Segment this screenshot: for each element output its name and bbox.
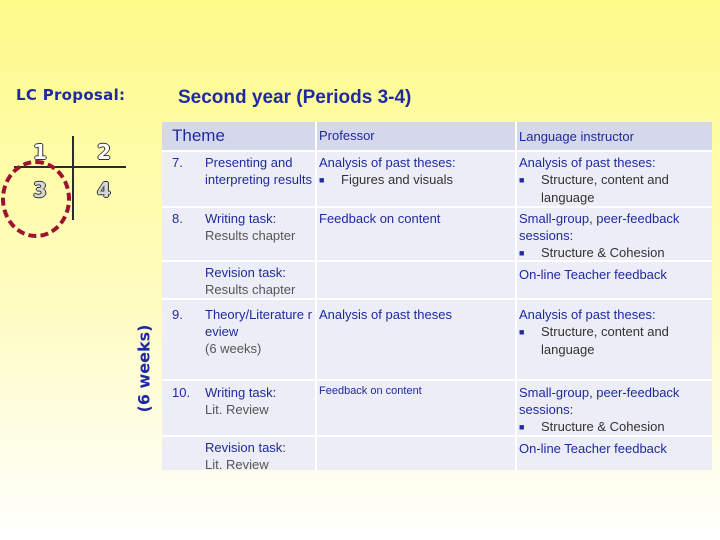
period-cell-4: 4 xyxy=(97,178,111,202)
theme-text: Writing task: xyxy=(205,385,277,400)
professor-text: Analysis of past theses: xyxy=(319,155,456,170)
language-text: Small-group, peer-feedback sessions: xyxy=(519,211,680,243)
language-bullet: ■ Structure, content and language xyxy=(519,172,669,205)
language-text: On-line Teacher feedback xyxy=(519,267,667,282)
professor-text: Analysis of past theses xyxy=(319,307,452,322)
theme-subtext: Results chapter xyxy=(205,228,296,243)
grid-vertical-divider xyxy=(72,136,74,220)
highlight-ring xyxy=(1,160,71,238)
language-text: Analysis of past theses: xyxy=(519,155,656,170)
row-divider xyxy=(162,298,712,300)
professor-text: Feedback on content xyxy=(319,211,441,226)
proposal-label: LC Proposal: xyxy=(16,86,126,104)
header-language-instructor: Language instructor xyxy=(519,129,634,144)
row-divider xyxy=(162,206,712,208)
language-text: Small-group, peer-feedback sessions: xyxy=(519,385,680,417)
language-bullet: ■ Structure, content and language xyxy=(519,324,669,357)
theme-subtext: Results chapter xyxy=(205,282,296,297)
period-cell-1: 1 xyxy=(33,140,47,164)
period-cell-2: 2 xyxy=(97,140,111,164)
professor-bullet: ■ Figures and visuals xyxy=(319,172,453,187)
theme-text: Writing task: xyxy=(205,211,277,226)
row-number: 8. xyxy=(172,211,183,226)
curriculum-table xyxy=(162,122,712,470)
square-bullet-icon: ■ xyxy=(319,175,325,185)
row-number: 9. xyxy=(172,307,183,322)
row-number: 10. xyxy=(172,385,191,400)
language-bullet: ■ Structure & Cohesion xyxy=(519,419,665,434)
language-text: On-line Teacher feedback xyxy=(519,441,667,456)
language-bullet: ■ Structure & Cohesion xyxy=(519,245,665,260)
row-divider xyxy=(162,379,712,381)
square-bullet-icon: ■ xyxy=(519,175,525,185)
header-theme: Theme xyxy=(172,126,225,145)
square-bullet-icon: ■ xyxy=(519,327,525,337)
header-professor: Professor xyxy=(319,128,375,143)
column-divider xyxy=(315,122,317,470)
professor-text: Feedback on content xyxy=(319,385,422,397)
row-divider xyxy=(162,150,712,152)
row-number: 7. xyxy=(172,155,183,170)
square-bullet-icon: ■ xyxy=(519,248,525,258)
theme-subtext: Lit. Review xyxy=(205,402,269,417)
theme-subtext: Lit. Review xyxy=(205,457,269,472)
language-text: Analysis of past theses: xyxy=(519,307,656,322)
section-title: Second year (Periods 3-4) xyxy=(178,87,412,108)
theme-subtext: (6 weeks) xyxy=(205,341,262,356)
square-bullet-icon: ■ xyxy=(519,422,525,432)
duration-label: (6 weeks) xyxy=(134,324,154,412)
period-cell-3: 3 xyxy=(33,178,47,202)
theme-text: Revision task: xyxy=(205,440,286,455)
theme-text: Revision task: xyxy=(205,265,286,280)
theme-text: Theory/Literature review xyxy=(205,307,312,339)
theme-text: Presenting and interpreting results xyxy=(205,155,312,187)
